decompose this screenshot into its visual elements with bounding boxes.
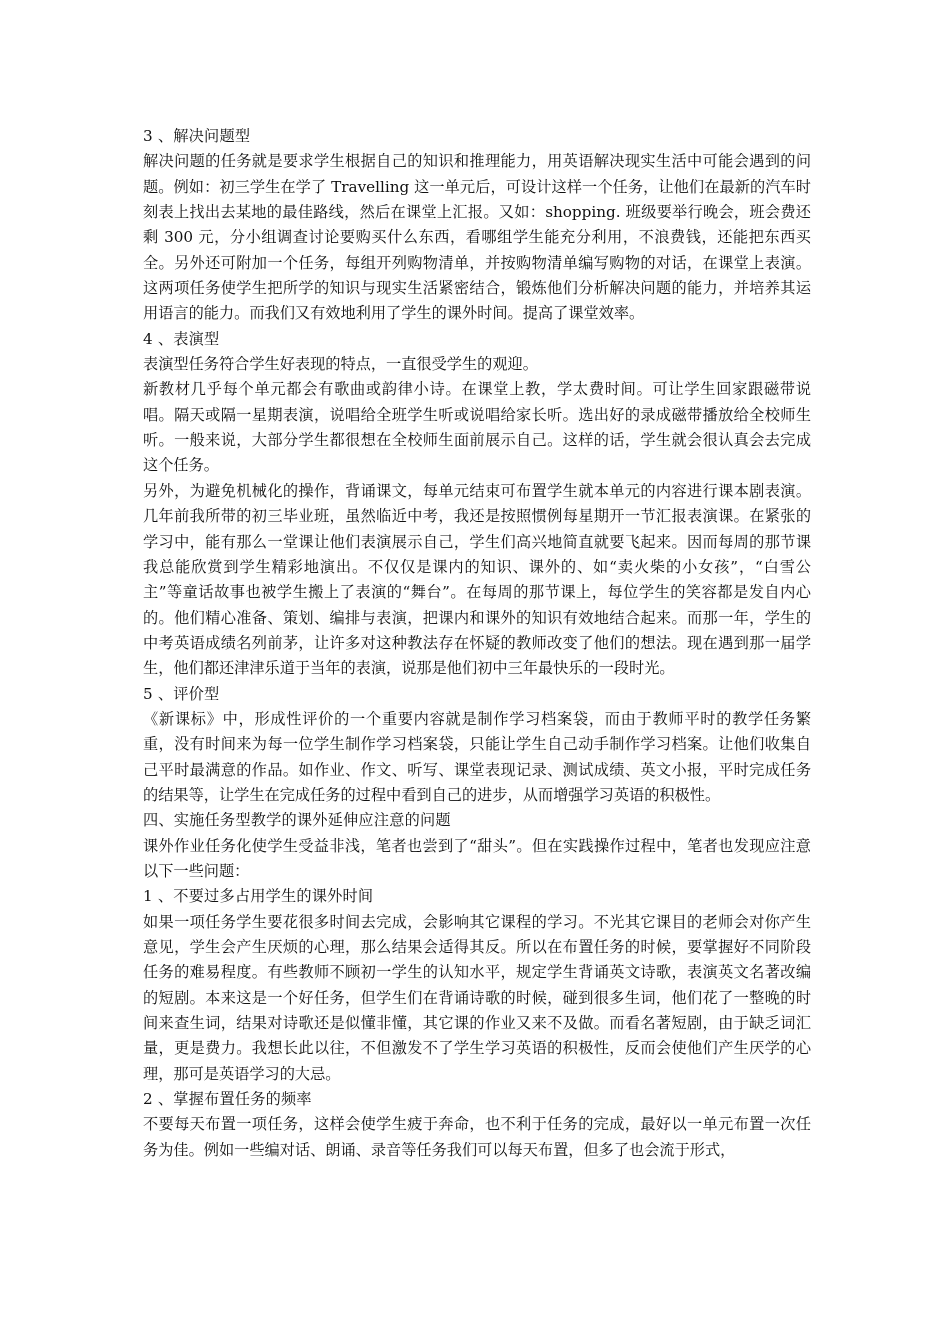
body-paragraph: 另外，为避免机械化的操作，背诵课文，每单元结束可布置学生就本单元的内容进行课本剧表演。几年前我所带的初三毕业班，虽然临近中考，我还是按照惯例每星期开一节汇报表演课。在紧张的学习中，能有那么一堂课让他们表演展示自己，学生们高兴地简直就要飞起来。因而每周的那节课我总能欣赏到学生精彩地演出。不仅仅是课内的知识、课外的、如“卖火柴的小女孩”，“白雪公主”等童话故事也被学生搬上了表演的“舞台”。在每周的那节课上，每位学生的笑容都是发自内心的。他们精心准备、策划、编排与表演，把课内和课外的知识有效地结合起来。而那一年，学生的中考英语成绩名列前茅，让许多对这种教法存在怀疑的教师改变了他们的想法。现在遇到那一届学生，他们都还津津乐道于当年的表演，说那是他们初中三年最快乐的一段时光。 xyxy=(143,481,811,678)
section-heading-problem-solving: 3 、解决问题型 xyxy=(143,127,251,145)
section-heading-performance: 4 、表演型 xyxy=(143,329,220,348)
body-paragraph: 课外作业任务化使学生受益非浅，笔者也尝到了“甜头”。但在实践操作过程中，笔者也发现应注意以下一些问题： xyxy=(143,836,811,880)
body-paragraph: 表演型任务符合学生好表现的特点，一直很受学生的观迎。 xyxy=(143,355,538,374)
body-paragraph: 《新课标》中，形成性评价的一个重要内容就是制作学习档案袋，而由于教师平时的教学任务繁重，没有时间来为每一位学生制作学习档案袋，只能让学生自己动手制作学习档案。让他们收集自己平时最满意的作品。如作业、作文、听写、课堂表现记录、测试成绩、英文小报，平时完成任务的结果等，让学生在完成任务的过程中看到自己的进步，从而增强学习英语的积极性。 xyxy=(143,709,811,804)
document-page xyxy=(143,124,811,1163)
body-paragraph: 如果一项任务学生要花很多时间去完成，会影响其它课程的学习。不光其它课目的老师会对你产生意见，学生会产生厌烦的心理，那么结果会适得其反。所以在布置任务的时候，要掌握好不同阶段任务的难易程度。有些教师不顾初一学生的认知水平，规定学生背诵英文诗歌，表演英文名著改编的短剧。本来这是一个好任务，但学生们在背诵诗歌的时候，碰到很多生词，他们花了一整晚的时间来查生词，结果对诗歌还是似懂非懂，其它课的作业又来不及做。而看名著短剧，由于缺乏词汇量，更是费力。我想长此以往，不但激发不了学生学习英语的积极性，反而会使他们产生厌学的心理，那可是英语学习的大忌。 xyxy=(143,912,811,1083)
subsection-heading-frequency: 2 、掌握布置任务的频率 xyxy=(143,1090,312,1109)
section-heading-issues: 四、实施任务型教学的课外延伸应注意的问题 xyxy=(143,811,451,830)
body-paragraph: 新教材几乎每个单元都会有歌曲或韵律小诗。在课堂上教，学太费时间。可让学生回家跟磁带说唱。隔天或隔一星期表演，说唱给全班学生听或说唱给家长听。选出好的录成磁带播放给全校师生听。一般来说，大部分学生都很想在全校师生面前展示自己。这样的话，学生就会很认真会去完成这个任务。 xyxy=(143,380,811,475)
body-paragraph: 不要每天布置一项任务，这样会使学生疲于奔命，也不利于任务的完成，最好以一单元布置一次任务为佳。例如一些编对话、朗诵、录音等任务我们可以每天布置，但多了也会流于形式， xyxy=(143,1115,811,1159)
section-heading-evaluation: 5 、评价型 xyxy=(143,684,220,703)
subsection-heading-time: 1 、不要过多占用学生的课外时间 xyxy=(143,887,374,906)
body-paragraph: 解决问题的任务就是要求学生根据自己的知识和推理能力，用英语解决现实生活中可能会遇到的问题。例如：初三学生在学了 Travelling 这一单元后，可设计这样一个任务，让他们在最新的汽车时刻表上找出去某地的最佳路线，然后在课堂上汇报。又如：shopping. 班级要举行晚会，班会费还剩 300 元，分小组调查讨论要购买什么东西，看哪组学生能充分利用，不浪费钱，还能把东西买全。另外还可附加一个任务，每组开列购物清单，并按购物清单编写购物的对话，在课堂上表演。这两项任务使学生把所学的知识与现实生活紧密结合，锻炼他们分析解决问题的能力，并培养其运用语言的能力。而我们又有效地利用了学生的课外时间。提高了课堂效率。 xyxy=(143,152,811,323)
